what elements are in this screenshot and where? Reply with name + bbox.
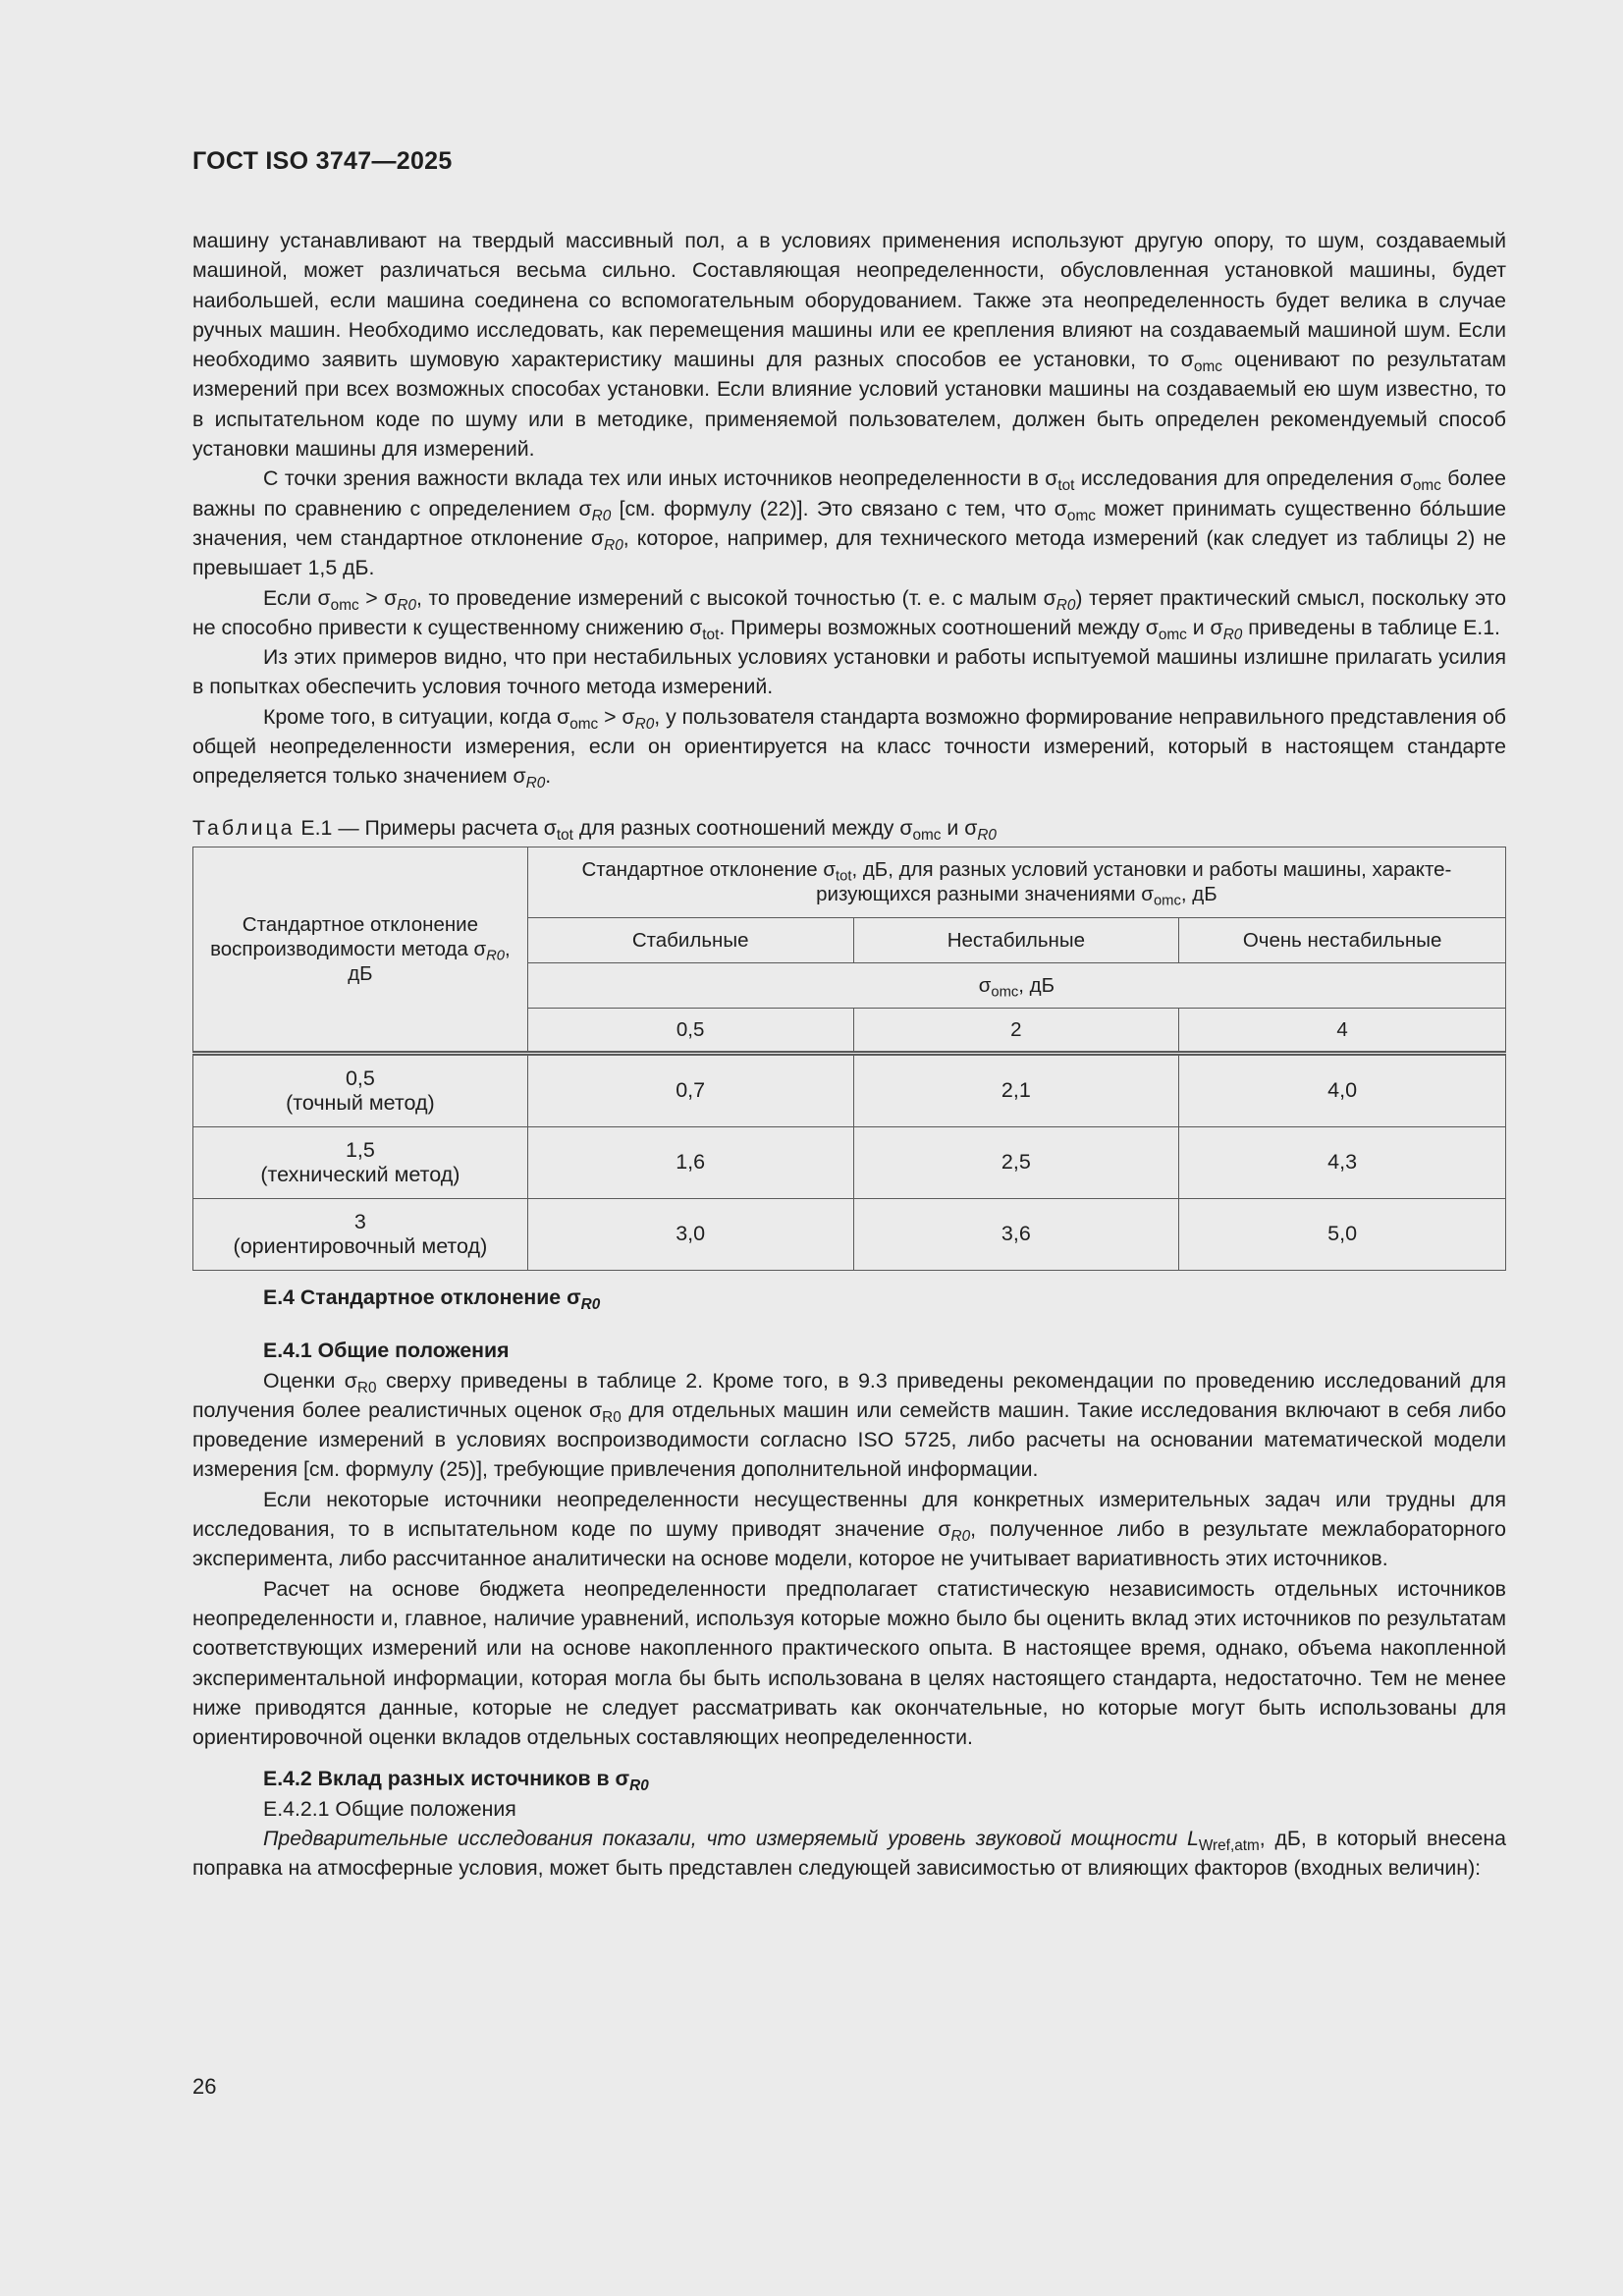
table-cell: 1,6 — [527, 1126, 853, 1198]
table-cell: 2,5 — [853, 1126, 1179, 1198]
row-header-cell: Стандартное отклонение воспроизводимости метода $\sigma_{R0}$, дБ — [193, 847, 528, 1053]
page-number: 26 — [192, 2074, 217, 2099]
table-cell: 4,3 — [1179, 1126, 1506, 1198]
table-cell: 0,7 — [527, 1053, 853, 1126]
section-e41-title: Е.4.1 Общие положения — [263, 1339, 510, 1363]
group-header-cell: Стандартное отклонение $\sigma_{tot}$, дБ, для разных условий установки и работы машины, характеризующихся разными значениями $\sigma_{omc}$, дБ — [527, 847, 1505, 917]
table-caption: Таблица Е.1 — Примеры расчета $\sigma_{tot}$ для разных соотношений между $\sigma_{omc}$ и $\sigma_{R0}$ — [192, 815, 997, 844]
paragraph-e41-2: Если некоторые источники неопределенности несущественны для конкретных измерительных задач или трудны для исследования, то в испытательном коде по шуму приводят значение $\sigma_{R0}$, полученное либо в результате межлабораторного эксперимента, либо рассчитанное аналитически на основе модели, которое не учитывает вариативность этих источников. — [192, 1487, 1506, 1571]
condition-header: Стабильные — [527, 917, 853, 962]
section-e42-title: Е.4.2 Вклад разных источников в $\sigma_{R0}$ — [263, 1767, 649, 1795]
table-row — [193, 1126, 1506, 1198]
table-cell: 3,0 — [527, 1198, 853, 1270]
paragraph-4: Из этих примеров видно, что при нестабильных условиях установки и работы испытуемой машины излишне прилагать усилия в попытках обеспечить условия точного метода измерений. — [192, 645, 1506, 699]
paragraph-e41-3: Расчет на основе бюджета неопределенности предполагает статистическую независимость отдельных источников неопределенности и, главное, наличие уравнений, используя которые можно было бы оценить вклад этих источников по результатам соответствующих измерений или на основе накопленного практического опыта. В настоящее время, однако, объема накопленной экспериментальной информации, которая могла бы быть использована в целях настоящего стандарта, недостаточно. Тем не менее ниже приводятся данные, которые не следует рассматривать как окончательные, но которые могут быть использованы для ориентировочной оценки вкладов отдельных составляющих неопределенности. — [192, 1576, 1506, 1750]
somc-value: 2 — [853, 1008, 1179, 1053]
section-e4-title: Е.4 Стандартное отклонение $\sigma_{R0}$ — [263, 1285, 601, 1313]
method-cell: 0,5 (точный метод) — [193, 1053, 528, 1126]
somc-header: $\sigma_{omc}$, дБ — [527, 962, 1505, 1008]
document-header: ГОСТ ISO 3747—2025 — [192, 147, 453, 175]
method-cell: 1,5 (технический метод) — [193, 1126, 528, 1198]
somc-value: 0,5 — [527, 1008, 853, 1053]
table-label: Таблица — [192, 815, 296, 840]
paragraph-e421-1: Предварительные исследования показали, что измеряемый уровень звуковой мощности $L_{Wref,atm}$, дБ, в который внесена поправка на атмосферные условия, может быть представлен следующей зависимостью от влияющих факторов (входных величин): — [192, 1826, 1506, 1881]
somc-value: 4 — [1179, 1008, 1506, 1053]
table-cell: 3,6 — [853, 1198, 1179, 1270]
table-row — [193, 1198, 1506, 1270]
main-column — [192, 226, 1506, 1884]
table-cell: 2,1 — [853, 1053, 1179, 1126]
paragraph-1: машину устанавливают на твердый массивный пол, а в условиях применения используют другую опору, то шум, создаваемый машиной, может различаться весьма сильно. Составляющая неопределенности, обусловленная установкой машины, будет наибольшей, если машина соединена со вспомогательным оборудованием. Также эта неопределенность будет велика в случае ручных машин. Необходимо исследовать, как перемещения машины или ее крепления влияют на создаваемый машиной шум. Если необходимо заявить шумовую характеристику машины для разных способов ее установки, то $\sigma_{omc}$ оценивают по результатам измерений при всех возможных способах установки. Если влияние условий установки машины на создаваемый ею шум известно, то в испытательном коде по шуму или в методике, применяемой пользователем, должен быть определен рекомендуемый способ установки машины для измерений. — [192, 229, 1506, 462]
paragraph-5: Кроме того, в ситуации, когда $\sigma_{omc} > \sigma_{R0}$, у пользователя стандарта возможно формирование неправильного представления об общей неопределенности измерения, если он ориентируется на класс точности измерений, который в настоящем стандарте определяется только значением $\sigma_{R0}$. — [192, 704, 1506, 793]
paragraph-3: Если $\sigma_{omc} > \sigma_{R0}$, то проведение измерений с высокой точностью (т. е. с малым $\sigma_{R0}$) теряет практический смысл, поскольку это не способно привести к существенному снижению $\sigma_{tot}$. Примеры возможных соотношений между $\sigma_{omc}$ и $\sigma_{R0}$ приведены в таблице Е.1. — [192, 585, 1506, 643]
table-cell: 5,0 — [1179, 1198, 1506, 1270]
method-cell: 3 (ориентировочный метод) — [193, 1198, 528, 1270]
paragraph-e41-1: Оценки $\sigma_{R0}$ сверху приведены в таблице 2. Кроме того, в 9.3 приведены рекомендации по проведению исследований для получения более реалистичных оценок $\sigma_{R0}$ для отдельных машин или семейств машин. Такие исследования включают в себя либо проведение измерений в условиях воспроизводимости согласно ISO 5725, либо расчеты на основании математической модели измерения [см. формулу (25)], требующие привлечения дополнительной информации. — [192, 1368, 1507, 1482]
uncertainty-table — [192, 847, 1506, 1271]
table-cell: 4,0 — [1179, 1053, 1506, 1126]
condition-header: Очень нестабильные — [1179, 917, 1506, 962]
condition-header: Нестабильные — [853, 917, 1179, 962]
section-e421-title: Е.4.2.1 Общие положения — [263, 1796, 516, 1821]
paragraph-2: С точки зрения важности вклада тех или иных источников неопределенности в $\sigma_{tot}$ исследования для определения $\sigma_{omc}$ более важны по сравнению с определением $\sigma_{R0}$ [см. формулу (22)]. Это связано с тем, что $\sigma_{omc}$ может принимать существенно бо́льшие значения, чем стандартное отклонение $\sigma_{R0}$, которое, например, для технического метода измерений (как следует из таблицы 2) не превышает 1,5 дБ. — [192, 466, 1506, 580]
table-row — [193, 1053, 1506, 1126]
